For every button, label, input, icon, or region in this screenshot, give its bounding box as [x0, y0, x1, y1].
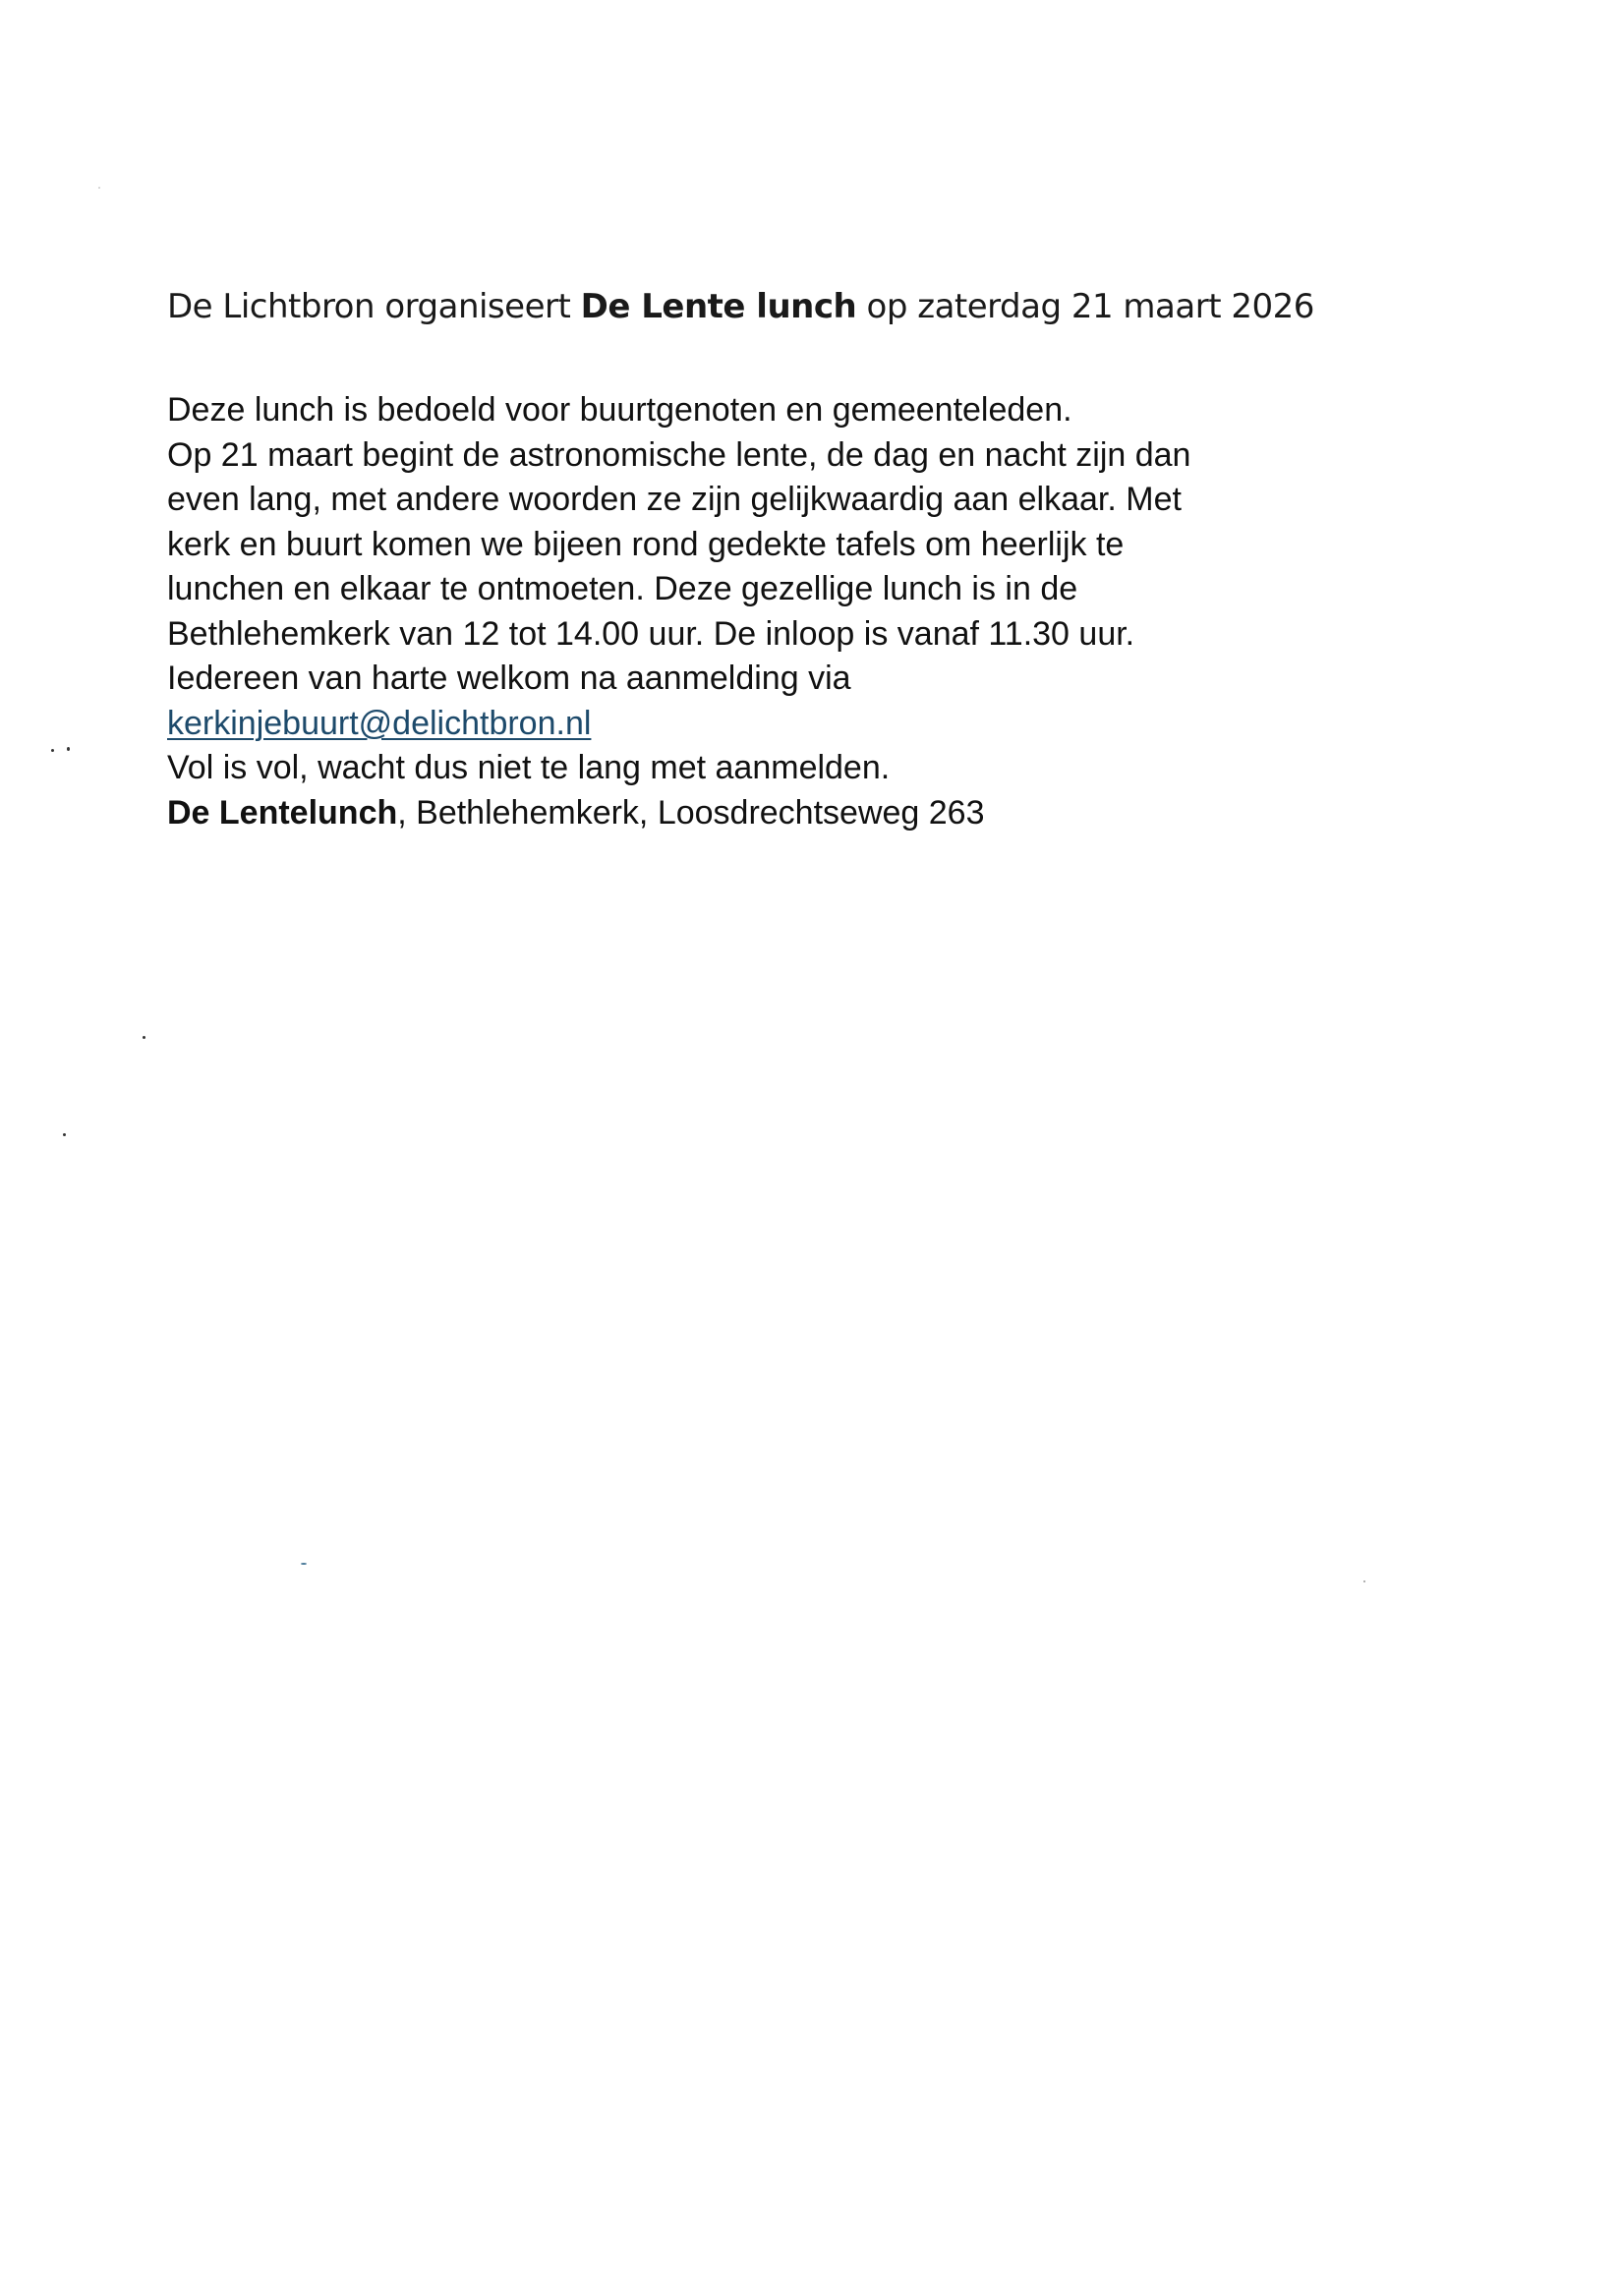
- paragraph-line: even lang, met andere woorden ze zijn gelijkwaardig aan elkaar. Met: [167, 481, 1182, 518]
- title-prefix: De Lichtbron organiseert: [167, 287, 581, 326]
- paragraph-line: Iedereen van harte welkom na aanmelding via: [167, 660, 851, 697]
- paragraph-line: lunchen en elkaar te ontmoeten. Deze gezellige lunch is in de: [167, 570, 1078, 607]
- email-line: [167, 702, 1445, 747]
- paragraph-line: kerk en buurt komen we bijeen rond gedekte tafels om heerlijk te: [167, 525, 1125, 563]
- scan-speck: [1363, 1580, 1365, 1582]
- email-link[interactable]: kerkinjebuurt@delichtbron.nl: [167, 704, 592, 742]
- title-suffix: op zaterdag 21 maart 2026: [856, 287, 1314, 326]
- footer-event-name: De Lentelunch: [167, 793, 398, 832]
- footer-line: [167, 791, 1445, 836]
- scan-speck: [63, 1133, 66, 1136]
- scan-speck: [51, 749, 54, 752]
- scan-speck: [98, 187, 100, 189]
- paragraph-line: Deze lunch is bedoeld voor buurtgenoten en gemeenteleden.: [167, 391, 1072, 429]
- title-event-name: De Lente lunch: [580, 287, 857, 326]
- paragraph-line: Bethlehemkerk van 12 tot 14.00 uur. De inloop is vanaf 11.30 uur.: [167, 614, 1135, 653]
- closing-line: Vol is vol, wacht dus niet te lang met aanmelden.: [167, 749, 891, 786]
- body-text: [167, 388, 1445, 835]
- title-line: [167, 287, 1314, 326]
- footer-location: , Bethlehemkerk, Loosdrechtseweg 263: [397, 793, 985, 832]
- scan-speck: [301, 1563, 307, 1565]
- paragraph-line: Op 21 maart begint de astronomische lente, de dag en nacht zijn dan: [167, 435, 1191, 474]
- scan-speck: [143, 1036, 145, 1039]
- scan-speck: [67, 747, 70, 751]
